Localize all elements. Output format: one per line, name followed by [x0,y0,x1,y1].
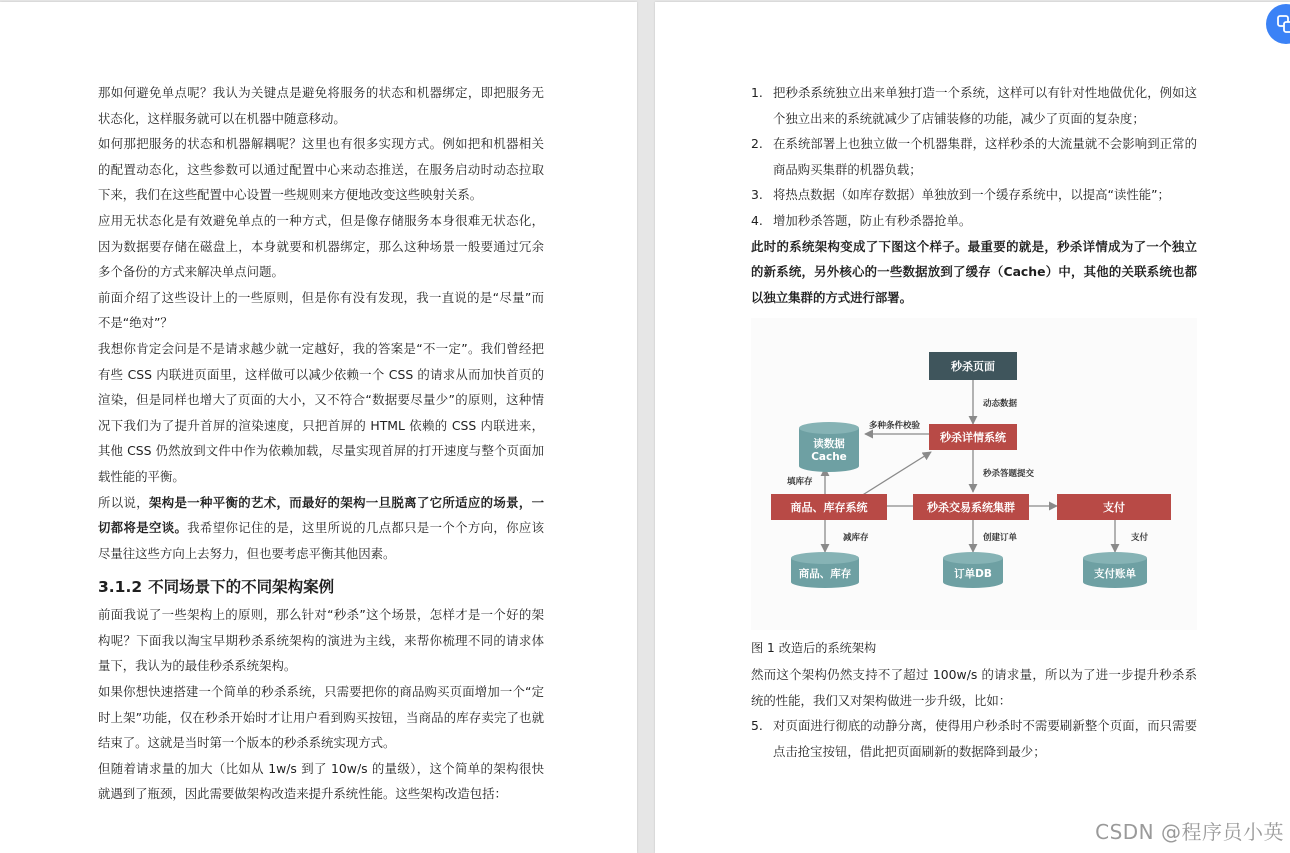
label-paid: 支付 [1131,533,1149,544]
node-db-goods: 商品、库存 [798,568,852,581]
bold-text: 架构是一种平衡的艺术，而最好的架构一旦脱离了它所适应的场景，一切都将是空谈。 [98,494,545,536]
list-item [751,80,1197,131]
paragraph-emphasis [98,490,544,567]
paragraph: 此时的系统架构变成了下图这个样子。最重要的就是，秒杀详情成为了一个独立的新系统，另外核心的一些数据放到了缓存（Cache）中，其他的关联系统也都以独立集群的方式进行部署。 [751,238,1197,305]
translate-icon [1276,14,1290,34]
list-number: 5. [751,718,763,734]
page-content [751,80,1197,764]
paragraph: 如果你想快速搭建一个简单的秒杀系统，只需要把你的商品购买页面增加一个“定时上架”功能，仅在秒杀开始时才让用户看到购买按钮，当商品的库存卖完了也就结束了。这就是当时第一个版本的秒杀系统实现方式。 [98,684,544,751]
list-item [751,131,1197,182]
node-db-order: 订单DB [954,568,992,581]
db-pay-cylinder [1083,552,1147,588]
page-content [98,80,544,807]
document-page-left [0,2,637,853]
paragraph: 如何那把服务的状态和机器解耦呢？这里也有很多实现方式。例如把和机器相关的配置动态化，这些参数可以通过配置中心来动态推送，在服务启动时动态拉取下来，我们在这些配置中心设置一些规则来方便地改变这些映射关系。 [98,136,544,203]
list-text: 将热点数据（如库存数据）单独放到一个缓存系统中，以提高“读性能”； [773,187,1170,203]
label-fill: 填库存 [787,477,813,488]
section-number: 3.1.2 [98,578,143,597]
cache-cylinder [799,422,859,472]
list-item [751,208,1197,234]
node-cache-line2: Cache [811,451,847,464]
paragraph: 前面介绍了这些设计上的一些原则，但是你有没有发现，我一直说的是“尽量”而不是“绝对”？ [98,289,544,331]
text-run: 所以说， [98,494,150,510]
list-number: 3. [751,187,763,203]
architecture-diagram [751,318,1197,630]
list-text: 把秒杀系统独立出来单独打造一个系统，这样可以有针对性地做优化，例如这个独立出来的系统就减少了店铺装修的功能，减少了页面的复杂度； [773,85,1197,126]
node-cache-line1: 读数据 [813,438,845,451]
figure-caption: 图 1 改造后的系统架构 [751,641,877,656]
label-dynamic: 动态数据 [983,399,1018,410]
label-order: 创建订单 [983,533,1018,544]
paragraph: 然而这个架构仍然支持不了超过 100w/s 的请求量，所以为了进一步提升秒杀系统的性能，我们又对架构做进一步升级，比如： [751,666,1197,708]
watermark: CSDN @程序员小英 [1095,820,1284,844]
db-goods-cylinder [791,552,859,588]
node-page: 秒杀页面 [951,360,995,374]
list-text: 在系统部署上也独立做一个机器集群，这样秒杀的大流量就不会影响到正常的商品购买集群的机器负载； [773,136,1197,177]
node-detail: 秒杀详情系统 [940,431,1006,445]
paragraph: 我想你肯定会问是不是请求越少就一定越好，我的答案是“不一定”。我们曾经把有些 CSS 内联进页面里，这样做可以减少依赖一个 CSS 的请求从而加快首页的渲染，但是同样也增大了页面的大小，又不符合“数据要尽量少”的原则，这种情况下我们为了提升首屏的渲染速度，只把首屏的 HTML 依赖的 CSS 内联进来，其他 CSS 仍然放到文件中作为依赖加载，尽量实现首屏的打开速度与整个页面加载性能的平衡。 [98,340,544,484]
section-title: 不同场景下的不同架构案例 [148,578,335,597]
list-text: 对页面进行彻底的动静分离，使得用户秒杀时不需要刷新整个页面，而只需要点击抢宝按钮，借此把页面刷新的数据降到最少； [773,718,1197,759]
section-heading [98,574,544,600]
paragraph: 那如何避免单点呢？我认为关键点是避免将服务的状态和机器绑定，即把服务无状态化，这样服务就可以在机器中随意移动。 [98,85,544,126]
paragraph: 但随着请求量的加大（比如从 1w/s 到了 10w/s 的量级），这个简单的架构很快就遇到了瓶颈，因此需要做架构改造来提升系统性能。这些架构改造包括： [98,760,544,802]
diagram-svg [751,318,1197,630]
paragraph: 应用无状态化是有效避免单点的一种方式，但是像存储服务本身很难无状态化，因为数据要存储在磁盘上，本身就要和机器绑定，那么这种场景一般要通过冗余多个备份的方式来解决单点问题。 [98,212,544,280]
node-trade: 秒杀交易系统集群 [927,501,1015,515]
list-number: 1. [751,85,763,100]
list-item [751,182,1197,208]
text-run: 我希望你记住的是，这里所说的几点都只是一个个方向，你应该尽量往这些方向上去努力，但也要考虑平衡其他因素。 [98,520,545,561]
edge-goods-detail [861,452,931,496]
db-order-cylinder [943,552,1003,588]
list-number: 4. [751,212,763,228]
label-reduce: 减库存 [843,533,869,544]
list-text: 增加秒杀答题，防止有秒杀器抢单。 [773,212,972,228]
node-db-pay: 支付账单 [1094,568,1136,581]
list-item [751,713,1197,764]
paragraph: 前面我说了一些架构上的原则，那么针对“秒杀”这个场景，怎样才是一个好的架构呢？下面我以淘宝早期秒杀系统架构的演进为主线，来帮你梳理不同的请求体量下，我认为的最佳秒杀系统架构。 [98,607,544,674]
document-page-right [655,2,1290,853]
list-number: 2. [751,136,763,152]
label-answer: 秒杀答题提交 [983,469,1035,480]
label-check: 多种条件校验 [869,421,921,432]
node-goods: 商品、库存系统 [790,501,868,515]
node-pay: 支付 [1103,501,1125,515]
